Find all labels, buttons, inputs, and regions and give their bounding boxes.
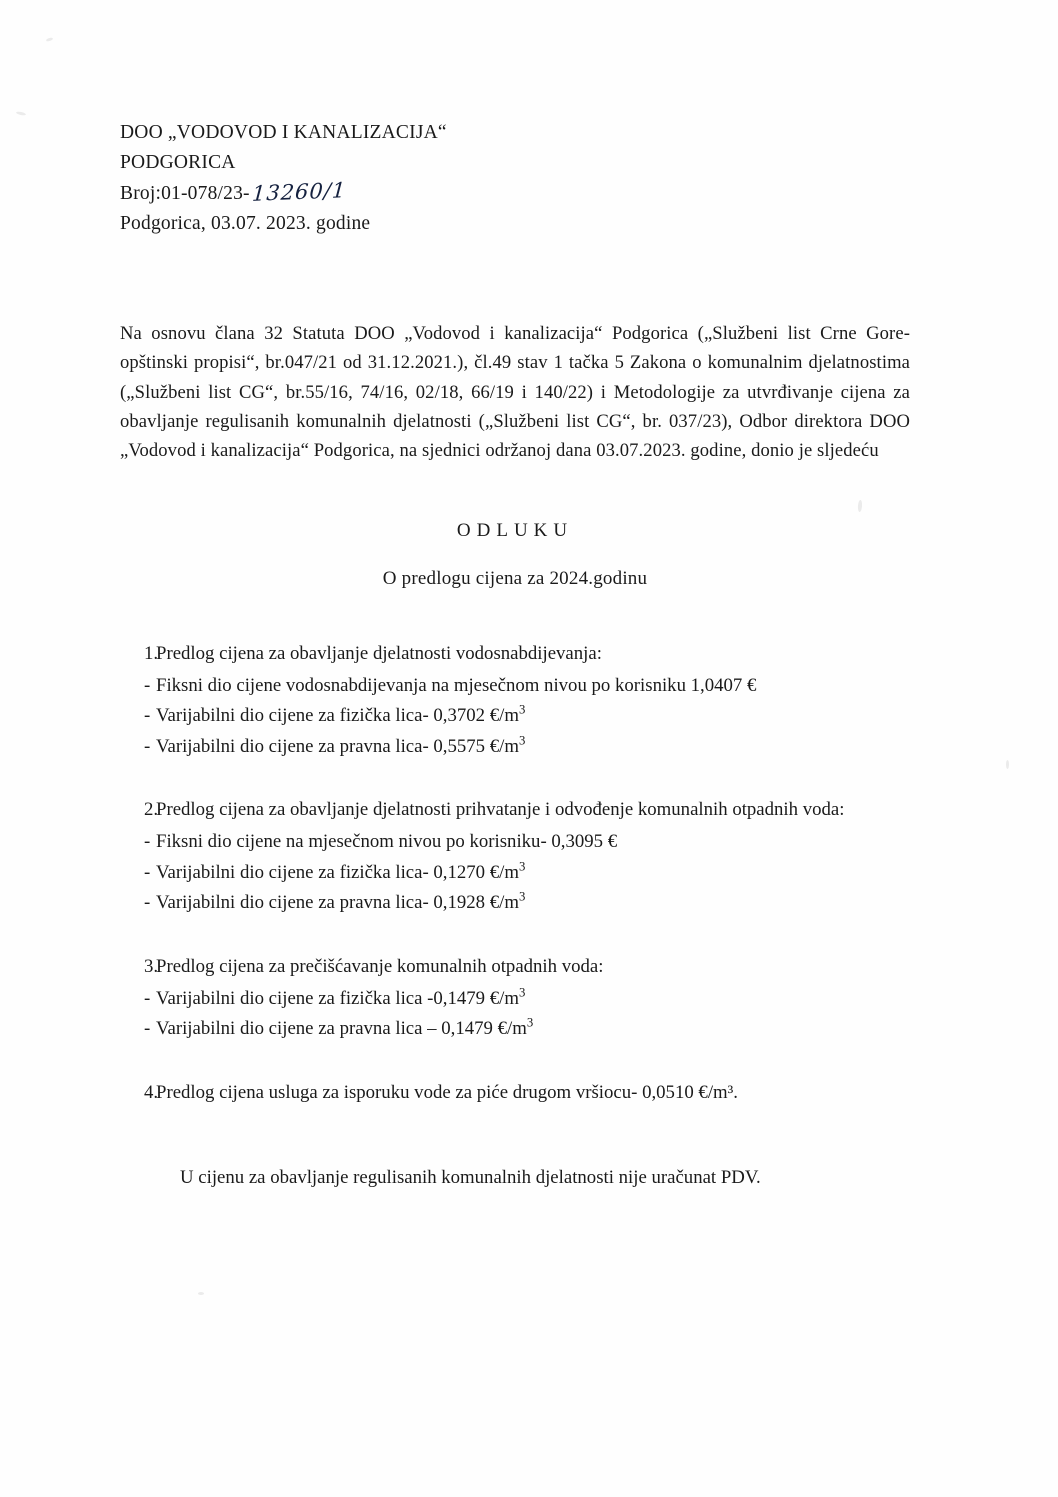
section-number: 1. bbox=[144, 642, 159, 664]
list-item-text: Varijabilni dio cijene za fizička lica- 0,1270 €/m bbox=[156, 861, 519, 883]
scan-artifact bbox=[1006, 760, 1009, 769]
unit-exponent: 3 bbox=[518, 985, 526, 1000]
letterhead-city: PODGORICA bbox=[120, 151, 236, 173]
dash-bullet: - bbox=[144, 892, 151, 914]
letterhead-number-label: Broj:01-078/23- bbox=[120, 183, 250, 205]
unit-exponent: 3 bbox=[518, 703, 526, 718]
list-item bbox=[120, 827, 910, 857]
unit-exponent: 3 bbox=[526, 1016, 534, 1031]
section-1 bbox=[120, 640, 910, 763]
unit-exponent: 3 bbox=[518, 859, 526, 874]
scan-artifact bbox=[198, 1292, 204, 1295]
section-number: 3. bbox=[144, 955, 159, 977]
unit-exponent: 3 bbox=[518, 889, 526, 904]
dash-bullet: - bbox=[144, 861, 151, 883]
dash-bullet: - bbox=[144, 735, 151, 757]
section-heading: Predlog cijena za prečišćavanje komunalnih otpadnih voda: bbox=[156, 955, 604, 977]
section-number: 4. bbox=[144, 1081, 159, 1103]
section-items bbox=[120, 827, 910, 918]
section-4 bbox=[120, 1079, 910, 1107]
list-item bbox=[120, 984, 910, 1014]
dash-bullet: - bbox=[144, 1018, 151, 1040]
list-item-text: Fiksni dio cijene na mjesečnom nivou po korisniku- 0,3095 € bbox=[156, 831, 618, 853]
letterhead bbox=[120, 118, 910, 239]
list-item-text: Fiksni dio cijene vodosnabdijevanja na mjesečnom nivou po korisniku 1,0407 € bbox=[156, 674, 757, 696]
sections-list bbox=[120, 640, 910, 1107]
list-item-text: Varijabilni dio cijene za pravna lica- 0,5575 €/m bbox=[156, 735, 519, 757]
letterhead-number bbox=[120, 177, 910, 209]
list-item bbox=[120, 1014, 910, 1044]
dash-bullet: - bbox=[144, 705, 151, 727]
section-items bbox=[120, 984, 910, 1045]
list-item bbox=[120, 888, 910, 918]
letterhead-company: DOO „VODOVOD I KANALIZACIJA“ bbox=[120, 122, 447, 143]
dash-bullet: - bbox=[144, 831, 151, 853]
section-items bbox=[120, 671, 910, 762]
section-heading: Predlog cijena za obavljanje djelatnosti prihvatanje i odvođenje komunalnih otpadnih voda: bbox=[156, 799, 845, 821]
vat-note: U cijenu za obavljanje regulisanih komunalnih djelatnosti nije uračunat PDV. bbox=[180, 1166, 761, 1188]
dash-bullet: - bbox=[144, 674, 151, 696]
list-item-text: Varijabilni dio cijene za pravna lica – 0,1479 €/m bbox=[156, 1018, 527, 1040]
legal-basis-paragraph: Na osnovu člana 32 Statuta DOO „Vodovod i kanalizacija“ Podgorica („Službeni list Crne Gore-opštinski propisi“, br.047/21 od 31.12.2021.), čl.49 stav 1 tačka 5 Zakona o komunalnim djelatnostima („Službeni list CG“, br.55/16, 74/16, 02/18, 66/19 i 140/22) i Metodologije za utvrđivanje cijena za obavljanje regulisanih komunalnih djelatnosti („Službeni list CG“, br. 037/23), Odbor direktora DOO „Vodovod i kanalizacija“ Podgorica, na sjednici održanoj dana 03.07.2023. godine, donio je sljedeću bbox=[120, 322, 910, 462]
letterhead-number-handwritten: 13260/1 bbox=[251, 178, 347, 207]
section-heading: Predlog cijena za obavljanje djelatnosti vodosnabdijevanja: bbox=[156, 642, 602, 664]
list-item bbox=[120, 671, 910, 701]
scan-artifact bbox=[16, 111, 26, 116]
decision-subtitle: O predlogu cijena za 2024.godinu bbox=[382, 567, 648, 589]
list-item bbox=[120, 858, 910, 888]
list-item bbox=[120, 701, 910, 731]
document-content bbox=[120, 118, 910, 1189]
section-heading: Predlog cijena usluga za isporuku vode za piće drugom vršiocu- 0,0510 €/m³. bbox=[156, 1081, 738, 1103]
list-item-text: Varijabilni dio cijene za pravna lica- 0,1928 €/m bbox=[156, 892, 519, 914]
dash-bullet: - bbox=[144, 987, 151, 1009]
scan-artifact bbox=[46, 37, 54, 42]
list-item-text: Varijabilni dio cijene za fizička lica -0,1479 €/m bbox=[156, 987, 519, 1009]
decision-title: ODLUKU bbox=[456, 519, 574, 541]
letterhead-date: Podgorica, 03.07. 2023. godine bbox=[120, 213, 371, 235]
list-item-text: Varijabilni dio cijene za fizička lica- 0,3702 €/m bbox=[156, 705, 519, 727]
section-number: 2. bbox=[144, 799, 159, 821]
section-3 bbox=[120, 953, 910, 1045]
list-item bbox=[120, 732, 910, 762]
section-2 bbox=[120, 796, 910, 919]
unit-exponent: 3 bbox=[518, 733, 526, 748]
